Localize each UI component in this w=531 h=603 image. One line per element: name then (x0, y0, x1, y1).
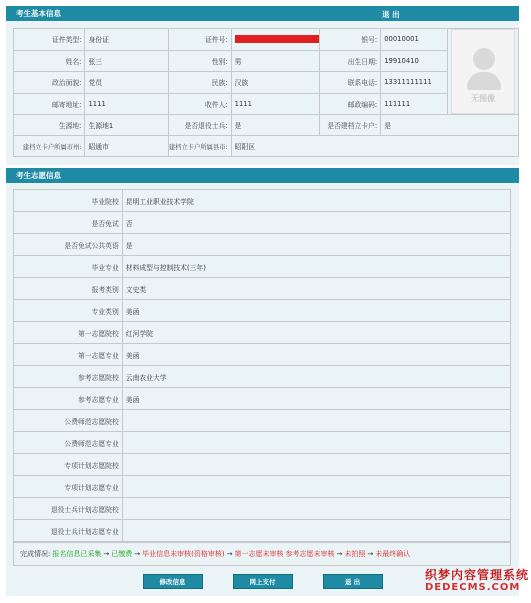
volunteer-row-value: 是 (122, 234, 510, 256)
volunteer-row-value (122, 520, 510, 542)
volunteer-row-label: 参考志愿院校 (14, 366, 123, 388)
avatar-head-icon (473, 48, 495, 70)
name-label: 姓名: (14, 50, 85, 72)
ethnic-value: 汉族 (231, 72, 319, 94)
status-arrow: → (367, 550, 374, 558)
name-value: 张三 (85, 50, 168, 72)
status-step: 已缴费 (111, 550, 133, 558)
birth-value: 19910410 (381, 50, 448, 72)
politics-label: 政治面貌: (14, 72, 85, 94)
volunteer-row-label: 毕业院校 (14, 190, 123, 212)
retired-soldier-value: 是 (231, 115, 319, 136)
household-county-value: 昭阳区 (231, 136, 518, 157)
basic-info-header (6, 6, 519, 21)
volunteer-row-label: 专项计划志愿专业 (14, 476, 123, 498)
status-step: 报名信息已采集 (52, 550, 102, 558)
photo-cell (448, 29, 519, 115)
volunteer-row-label: 退役士兵计划志愿专业 (14, 520, 123, 542)
poverty-household-value: 是 (381, 115, 519, 136)
volunteer-row-value: 美函 (122, 344, 510, 366)
logout-button[interactable]: 退 出 (323, 574, 383, 589)
phone-label: 联系电话: (319, 72, 381, 94)
gender-value: 男 (231, 50, 319, 72)
ethnic-label: 民族: (168, 72, 231, 94)
volunteer-row (14, 344, 511, 366)
status-label: 完成情况: (20, 550, 51, 558)
id-type-value: 身份证 (85, 29, 168, 51)
status-step: 未最终确认 (375, 550, 411, 558)
volunteer-row-label: 毕业专业 (14, 256, 123, 278)
receiver-value: 1111 (231, 93, 319, 115)
volunteer-row-label: 是否免试公共英语 (14, 234, 123, 256)
birth-label: 出生日期: (319, 50, 381, 72)
volunteer-row (14, 520, 511, 542)
mail-address-value: 1111 (85, 93, 168, 115)
volunteer-row (14, 190, 511, 212)
volunteer-row (14, 454, 511, 476)
avatar-body-icon (467, 72, 501, 90)
volunteer-row-label: 第一志愿院校 (14, 322, 123, 344)
status-step: 毕业信息未审核(资格审核) (142, 550, 225, 558)
status-arrow: → (103, 550, 110, 558)
completion-status (14, 543, 510, 565)
volunteer-row-value: 美函 (122, 388, 510, 410)
volunteer-row-label: 第一志愿专业 (14, 344, 123, 366)
volunteer-info-panel (6, 183, 519, 596)
avatar-placeholder (451, 29, 515, 114)
household-county-label: 建档立卡户所属县市: (168, 136, 231, 157)
status-cell (14, 543, 511, 566)
volunteer-info-header (6, 168, 519, 183)
volunteer-row (14, 476, 511, 498)
volunteer-row-value (122, 498, 510, 520)
household-city-label: 建档立卡户所属市州: (14, 136, 85, 157)
volunteer-info-title: 考生志愿信息 (16, 171, 61, 180)
volunteer-row-value: 红河学院 (122, 322, 510, 344)
poverty-household-label: 是否建档立卡户: (319, 115, 381, 136)
volunteer-row (14, 278, 511, 300)
basic-info-table (13, 28, 519, 157)
volunteer-row-label: 退役士兵计划志愿院校 (14, 498, 123, 520)
no-image-text: 无图像 (471, 94, 496, 103)
birthplace-label: 生源地: (14, 115, 85, 136)
status-arrow: → (226, 550, 233, 558)
volunteer-row-label: 参考志愿专业 (14, 388, 123, 410)
household-city-value: 昭通市 (85, 136, 168, 157)
phone-value: 13311111111 (381, 72, 448, 94)
volunteer-row (14, 300, 511, 322)
volunteer-table (13, 189, 511, 542)
volunteer-row-value (122, 432, 510, 454)
volunteer-row-value (122, 454, 510, 476)
mail-address-label: 邮寄地址: (14, 93, 85, 115)
volunteer-row-value: 材料成型与控制技术(三年) (122, 256, 510, 278)
reg-number-label: 银号: (319, 29, 381, 51)
status-table (13, 542, 511, 566)
volunteer-row-label: 专业类别 (14, 300, 123, 322)
volunteer-row (14, 212, 511, 234)
volunteer-row (14, 234, 511, 256)
birthplace-value: 生源地1 (85, 115, 168, 136)
id-number-label: 证件号: (168, 29, 231, 51)
postcode-label: 邮政编码: (319, 93, 381, 115)
volunteer-row-value (122, 476, 510, 498)
status-step: 未拍照 (344, 550, 366, 558)
volunteer-row-label: 专项计划志愿院校 (14, 454, 123, 476)
edit-info-button[interactable]: 修改信息 (143, 574, 203, 589)
basic-info-panel (6, 21, 519, 165)
reg-number-value: 00010001 (381, 29, 448, 51)
online-pay-button[interactable]: 网上支付 (233, 574, 293, 589)
status-step: 参考志愿未审核 (285, 550, 335, 558)
volunteer-row-label: 是否免试 (14, 212, 123, 234)
gender-label: 性别: (168, 50, 231, 72)
volunteer-row (14, 410, 511, 432)
retired-soldier-label: 是否退役士兵: (168, 115, 231, 136)
volunteer-row-value: 否 (122, 212, 510, 234)
header-logout-link[interactable]: 退 出 (382, 10, 400, 19)
watermark-line1: 织梦内容管理系统 (425, 568, 530, 582)
volunteer-row-value: 云南农业大学 (122, 366, 510, 388)
watermark-line2: DEDECMS.COM (425, 582, 521, 593)
volunteer-row-value: 美函 (122, 300, 510, 322)
volunteer-row-value: 昆明工业职业技术学院 (122, 190, 510, 212)
volunteer-row (14, 388, 511, 410)
volunteer-row-value (122, 410, 510, 432)
status-step: 第一志愿未审核 (234, 550, 284, 558)
volunteer-row-label: 公费师范志愿院校 (14, 410, 123, 432)
basic-info-title: 考生基本信息 (16, 9, 61, 18)
watermark (425, 569, 529, 593)
registration-page (6, 6, 519, 596)
id-type-label: 证件类型: (14, 29, 85, 51)
volunteer-row (14, 322, 511, 344)
receiver-label: 收件人: (168, 93, 231, 115)
volunteer-row-label: 报考类别 (14, 278, 123, 300)
redacted-id-bar (235, 35, 319, 43)
status-arrow: → (336, 550, 343, 558)
status-arrow: → (134, 550, 141, 558)
volunteer-row (14, 366, 511, 388)
volunteer-row-label: 公费师范志愿专业 (14, 432, 123, 454)
id-number-value (231, 29, 319, 51)
volunteer-row (14, 432, 511, 454)
volunteer-row (14, 256, 511, 278)
politics-value: 党员 (85, 72, 168, 94)
volunteer-row-value: 文史类 (122, 278, 510, 300)
postcode-value: 111111 (381, 93, 448, 115)
volunteer-row (14, 498, 511, 520)
